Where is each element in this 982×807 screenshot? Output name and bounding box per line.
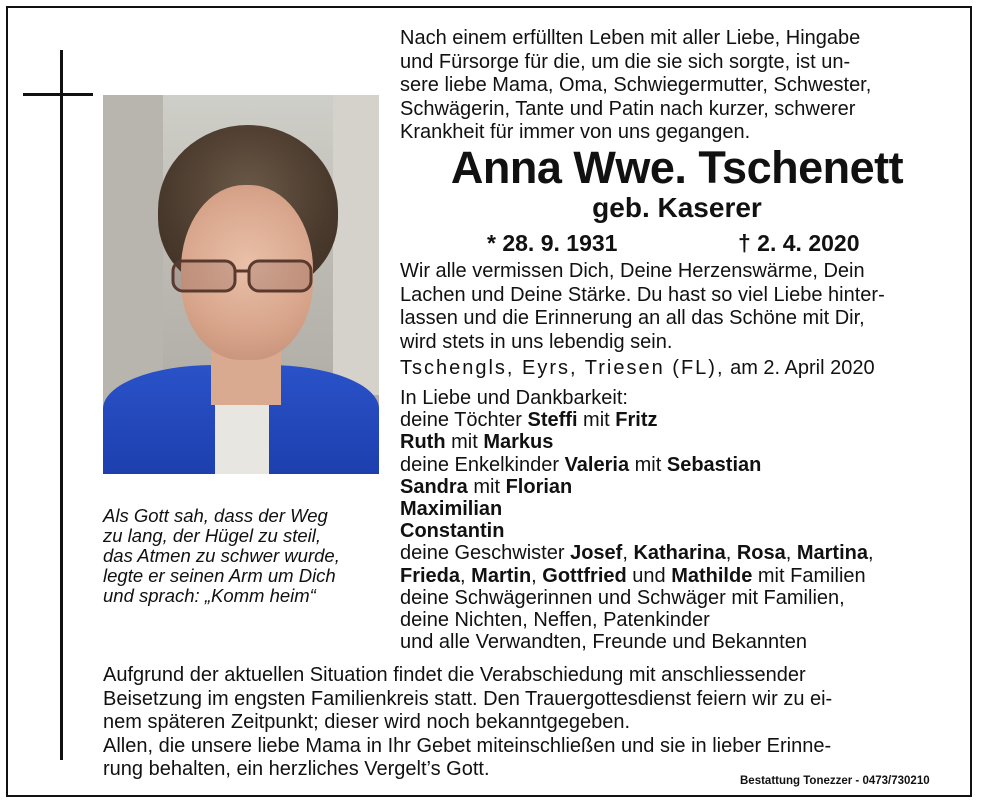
poem-line: Als Gott sah, dass der Weg	[103, 505, 328, 526]
portrait-photo	[103, 95, 379, 474]
mourner-line: Maximilian	[400, 498, 503, 521]
dank-line: In Liebe und Dankbarkeit:	[400, 387, 628, 409]
birth-name: geb. Kaserer	[592, 192, 762, 223]
place-date	[400, 356, 875, 380]
cross-icon	[60, 50, 63, 760]
closing-line: rung behalten, ein herzliches Vergelt’s Gott.	[103, 758, 490, 780]
remembrance-line: Wir alle vermissen Dich, Deine Herzenswärme, Dein	[400, 260, 865, 282]
mourners-list	[400, 387, 960, 653]
places: Tschengls, Eyrs, Triesen (FL),	[400, 357, 725, 379]
mourner-line: deine Schwägerinnen und Schwäger mit Familien,	[400, 586, 845, 609]
closing-line: Allen, die unsere liebe Mama in Ihr Gebet miteinschließen und sie in lieber Erinne-	[103, 734, 832, 757]
mourner-line: deine Enkelkinder Valeria mit Sebastian	[400, 453, 762, 476]
remembrance-line: Lachen und Deine Stärke. Du hast so viel Liebe hinter-	[400, 283, 885, 306]
intro-line: Schwägerin, Tante und Patin nach kurzer, schwerer	[400, 97, 856, 120]
cross-bar	[23, 93, 93, 96]
mourner-line: deine Töchter Steffi mit Fritz	[400, 409, 658, 432]
deceased-name: Anna Wwe. Tschenett	[450, 142, 904, 193]
intro-line: Krankheit für immer von uns gegangen.	[400, 121, 751, 143]
intro-line: Nach einem erfüllten Leben mit aller Liebe, Hingabe	[400, 27, 861, 49]
mourner-line: deine Nichten, Neffen, Patenkinder	[400, 609, 710, 632]
intro-text	[400, 27, 954, 145]
intro-line: und Fürsorge für die, um die sie sich sorgte, ist un-	[400, 50, 851, 73]
mourner-line: Frieda, Martin, Gottfried und Mathilde mit Familien	[400, 564, 866, 587]
remembrance-line: wird stets in uns lebendig sein.	[400, 330, 673, 353]
intro-line: sere liebe Mama, Oma, Schwiegermutter, Schwester,	[400, 74, 872, 96]
poem-line: legte er seinen Arm um Dich	[103, 565, 336, 586]
glasses-icon	[167, 255, 317, 297]
mourner-line: Constantin	[400, 520, 505, 543]
closing-text	[103, 664, 953, 782]
poem-line: und sprach: „Komm heim“	[103, 585, 316, 606]
poem	[103, 506, 385, 606]
remembrance-line: lassen und die Erinnerung an all das Schöne mit Dir,	[400, 307, 865, 329]
funeral-home-credit: Bestattung Tonezzer - 0473/730210	[740, 775, 930, 787]
mourner-line: Sandra mit Florian	[400, 475, 573, 498]
mourner-line: und alle Verwandten, Freunde und Bekannten	[400, 631, 807, 654]
mourner-line: deine Geschwister Josef, Katharina, Rosa, Martina,	[400, 542, 874, 565]
poem-line: das Atmen zu schwer wurde,	[103, 545, 340, 566]
poem-line: zu lang, der Hügel zu steil,	[103, 525, 322, 546]
notice-date: am 2. April 2020	[724, 357, 875, 379]
mourner-line: Ruth mit Markus	[400, 431, 554, 454]
birth-date: * 28. 9. 1931	[487, 230, 618, 256]
closing-line: Beisetzung im engsten Familienkreis statt. Den Trauergottesdienst feiern wir zu ei-	[103, 687, 833, 710]
remembrance-text	[400, 260, 954, 354]
death-date: † 2. 4. 2020	[738, 230, 860, 256]
closing-line: nem späteren Zeitpunkt; dieser wird noch bekanntgegeben.	[103, 711, 631, 733]
closing-line: Aufgrund der aktuellen Situation findet die Verabschiedung mit anschliessender	[103, 664, 806, 686]
